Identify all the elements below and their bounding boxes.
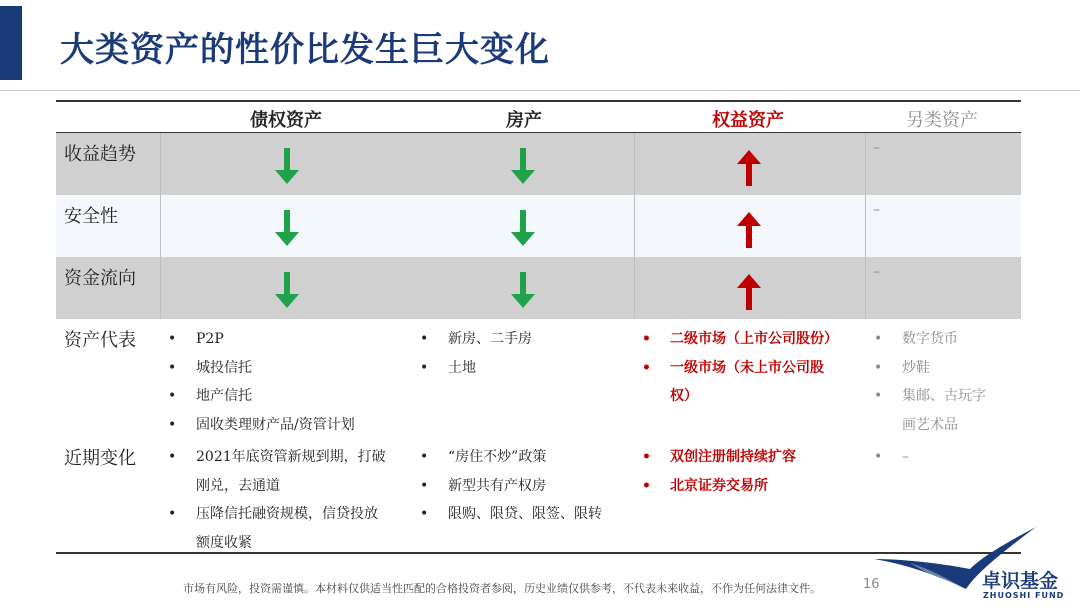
arrow-down-icon xyxy=(508,270,538,310)
list-item: • 城投信托 xyxy=(168,359,252,376)
title-accent-bar xyxy=(0,6,22,80)
list-property-representatives xyxy=(418,325,532,382)
list-item: • 北京证券交易所 xyxy=(642,477,768,494)
list-equity-recent-changes xyxy=(640,443,796,500)
arrow-up-icon xyxy=(734,272,764,312)
arrow-up-icon xyxy=(734,148,764,188)
logo-name-en: ZHUOSHI FUND xyxy=(983,591,1065,600)
list-equity-representatives xyxy=(640,325,838,411)
list-property-recent-changes xyxy=(418,443,602,529)
arrow-up-icon xyxy=(734,210,764,250)
list-item: • 压降信托融资规模，信贷投放 xyxy=(168,506,378,522)
list-item: • 数字货币 xyxy=(874,331,958,347)
list-item: • 炒鞋 xyxy=(874,359,930,376)
table-header-rule xyxy=(56,132,1021,133)
arrow-down-icon xyxy=(272,208,302,248)
cell-alternative-safety: – xyxy=(873,202,880,218)
cell-alternative-return-trend: – xyxy=(873,140,880,156)
row-label-fund-flow: 资金流向 xyxy=(64,268,136,289)
column-separator xyxy=(865,133,866,319)
list-item: • 双创注册制持续扩容 xyxy=(642,449,796,465)
arrow-down-icon xyxy=(272,146,302,186)
list-item: 权） xyxy=(670,388,698,404)
column-header-alternative: 另类资产 xyxy=(906,110,978,131)
title-divider xyxy=(0,90,1080,91)
list-item: 额度收紧 xyxy=(196,534,252,551)
arrow-down-icon xyxy=(508,146,538,186)
list-item: • 一级市场（未上市公司股 xyxy=(642,359,824,376)
arrow-down-icon xyxy=(272,270,302,310)
list-alternative-representatives xyxy=(872,325,986,439)
list-item: • “房住不炒”政策 xyxy=(420,449,547,465)
list-item: • 地产信托 xyxy=(168,388,252,404)
page-number: 16 xyxy=(863,577,880,592)
row-label-recent-changes: 近期变化 xyxy=(64,448,136,469)
column-header-property: 房产 xyxy=(506,110,542,131)
list-item: • – xyxy=(874,449,909,465)
list-item: • 二级市场（上市公司股份） xyxy=(642,331,838,347)
row-label-safety: 安全性 xyxy=(64,206,118,227)
list-item: 画艺术品 xyxy=(902,416,958,433)
list-item: 刚兑，去通道 xyxy=(196,477,280,494)
column-header-equity: 权益资产 xyxy=(712,110,784,131)
footer-disclaimer: 市场有风险，投资需谨慎。本材料仅供适当性匹配的合格投资者参阅，历史业绩仅供参考，不代表未来收益，不作为任何法律文件。 xyxy=(183,582,821,595)
slide-title: 大类资产的性价比发生巨大变化 xyxy=(60,30,550,70)
row-label-return-trend: 收益趋势 xyxy=(64,144,136,165)
list-debt-representatives xyxy=(166,325,355,439)
list-debt-recent-changes xyxy=(166,443,386,557)
column-separator xyxy=(160,133,161,319)
arrow-down-icon xyxy=(508,208,538,248)
table-top-rule xyxy=(56,100,1021,102)
logo-name-cn: 卓识基金 xyxy=(982,570,1059,592)
list-item: • 新型共有产权房 xyxy=(420,477,546,494)
column-separator xyxy=(634,133,635,319)
list-item: • 新房、二手房 xyxy=(420,331,532,347)
list-item: • 固收类理财产品/资管计划 xyxy=(168,416,355,433)
list-item: • P2P xyxy=(168,331,224,347)
list-item: • 2021年底资管新规到期，打破 xyxy=(168,449,386,465)
cell-alternative-fund-flow: – xyxy=(873,264,880,280)
list-item: • 土地 xyxy=(420,359,476,376)
column-header-debt: 债权资产 xyxy=(250,110,322,131)
list-item: • 限购、限贷、限签、限转 xyxy=(420,506,602,522)
list-alternative-recent-changes xyxy=(872,443,909,472)
comparison-table xyxy=(56,100,1021,554)
list-item: • 集邮、古玩字 xyxy=(874,388,986,404)
row-label-representatives: 资产代表 xyxy=(64,330,136,351)
